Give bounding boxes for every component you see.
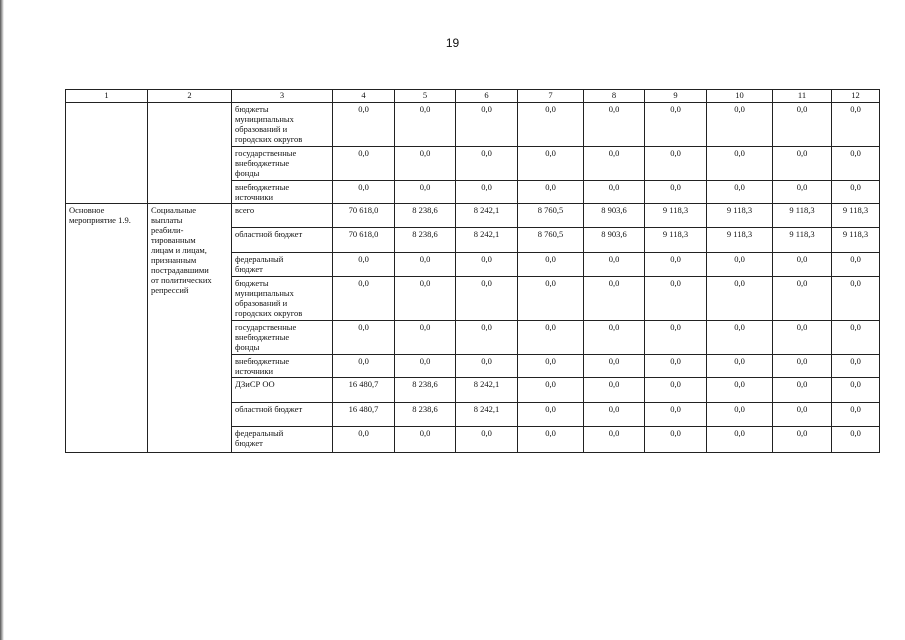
amount-cell: 0,0: [707, 277, 773, 321]
amount-cell: 0,0: [456, 181, 518, 204]
amount-cell: 0,0: [395, 147, 456, 181]
amount-cell: 0,0: [645, 103, 707, 147]
amount-cell: 0,0: [333, 147, 395, 181]
amount-cell: 0,0: [832, 147, 880, 181]
column-number-6: 6: [456, 90, 518, 103]
amount-cell: 0,0: [456, 355, 518, 378]
amount-cell: 0,0: [707, 147, 773, 181]
amount-cell: 0,0: [584, 427, 645, 453]
funding-source: бюджеты муниципальных образований и городских округов: [232, 103, 333, 147]
amount-cell: 9 118,3: [832, 228, 880, 253]
amount-cell: 0,0: [333, 355, 395, 378]
amount-cell: 0,0: [584, 103, 645, 147]
amount-cell: 0,0: [832, 103, 880, 147]
amount-cell: 8 242,1: [456, 403, 518, 427]
amount-cell: 9 118,3: [707, 228, 773, 253]
amount-cell: 0,0: [773, 253, 832, 277]
amount-cell: 8 242,1: [456, 228, 518, 253]
amount-cell: 9 118,3: [832, 204, 880, 228]
amount-cell: 0,0: [645, 277, 707, 321]
amount-cell: 9 118,3: [645, 228, 707, 253]
amount-cell: 9 118,3: [707, 204, 773, 228]
amount-cell: 0,0: [832, 355, 880, 378]
funding-source: внебюджетные источники: [232, 181, 333, 204]
amount-cell: 0,0: [773, 403, 832, 427]
amount-cell: 16 480,7: [333, 378, 395, 403]
amount-cell: 8 760,5: [518, 228, 584, 253]
table-header-row: [66, 90, 880, 103]
amount-cell: 0,0: [584, 147, 645, 181]
amount-cell: 0,0: [584, 378, 645, 403]
amount-cell: 0,0: [584, 321, 645, 355]
amount-cell: 8 238,6: [395, 403, 456, 427]
amount-cell: 0,0: [832, 277, 880, 321]
amount-cell: 0,0: [333, 427, 395, 453]
amount-cell: 0,0: [645, 403, 707, 427]
amount-cell: 0,0: [645, 147, 707, 181]
amount-cell: 0,0: [707, 403, 773, 427]
column-number-8: 8: [584, 90, 645, 103]
amount-cell: 0,0: [333, 253, 395, 277]
amount-cell: 0,0: [645, 427, 707, 453]
amount-cell: 0,0: [584, 355, 645, 378]
funding-source: федеральный бюджет: [232, 253, 333, 277]
amount-cell: 0,0: [773, 181, 832, 204]
column-number-2: 2: [148, 90, 232, 103]
amount-cell: 0,0: [773, 321, 832, 355]
amount-cell: 0,0: [395, 321, 456, 355]
amount-cell: 0,0: [518, 277, 584, 321]
amount-cell: 0,0: [832, 403, 880, 427]
column-number-10: 10: [707, 90, 773, 103]
amount-cell: 0,0: [707, 355, 773, 378]
amount-cell: 0,0: [456, 321, 518, 355]
funding-source: областной бюджет: [232, 403, 333, 427]
column-number-1: 1: [66, 90, 148, 103]
amount-cell: 0,0: [456, 103, 518, 147]
amount-cell: 0,0: [333, 277, 395, 321]
amount-cell: 0,0: [518, 378, 584, 403]
column-number-11: 11: [773, 90, 832, 103]
amount-cell: 0,0: [773, 147, 832, 181]
amount-cell: 8 903,6: [584, 204, 645, 228]
funding-source: ДЗиСР ОО: [232, 378, 333, 403]
amount-cell: 0,0: [773, 103, 832, 147]
funding-source: государственные внебюджетные фонды: [232, 321, 333, 355]
amount-cell: 0,0: [832, 253, 880, 277]
amount-cell: 0,0: [395, 277, 456, 321]
amount-cell: 0,0: [645, 378, 707, 403]
amount-cell: 0,0: [333, 321, 395, 355]
amount-cell: 8 238,6: [395, 378, 456, 403]
funding-source: всего: [232, 204, 333, 228]
amount-cell: 70 618,0: [333, 204, 395, 228]
amount-cell: 8 238,6: [395, 228, 456, 253]
event-name-cell-empty: [66, 103, 148, 204]
amount-cell: 0,0: [456, 277, 518, 321]
scan-edge-shadow: [0, 0, 4, 640]
amount-cell: 0,0: [645, 253, 707, 277]
amount-cell: 0,0: [456, 253, 518, 277]
amount-cell: 8 903,6: [584, 228, 645, 253]
amount-cell: 0,0: [832, 321, 880, 355]
amount-cell: 0,0: [518, 321, 584, 355]
amount-cell: 0,0: [707, 321, 773, 355]
amount-cell: 0,0: [707, 427, 773, 453]
amount-cell: 9 118,3: [645, 204, 707, 228]
amount-cell: 0,0: [645, 181, 707, 204]
budget-table: [65, 89, 880, 453]
amount-cell: 0,0: [707, 181, 773, 204]
funding-source: федеральный бюджет: [232, 427, 333, 453]
amount-cell: 0,0: [456, 147, 518, 181]
table-row: [66, 103, 880, 147]
amount-cell: 0,0: [518, 181, 584, 204]
amount-cell: 8 238,6: [395, 204, 456, 228]
amount-cell: 0,0: [832, 181, 880, 204]
amount-cell: 0,0: [518, 103, 584, 147]
amount-cell: 0,0: [518, 147, 584, 181]
event-description-cell-empty: [148, 103, 232, 204]
funding-source: бюджеты муниципальных образований и городских округов: [232, 277, 333, 321]
amount-cell: 0,0: [584, 181, 645, 204]
amount-cell: 0,0: [584, 253, 645, 277]
amount-cell: 0,0: [645, 355, 707, 378]
amount-cell: 0,0: [333, 103, 395, 147]
amount-cell: 0,0: [518, 253, 584, 277]
column-number-4: 4: [333, 90, 395, 103]
table-row: [66, 204, 880, 228]
column-number-9: 9: [645, 90, 707, 103]
amount-cell: 9 118,3: [773, 204, 832, 228]
column-number-12: 12: [832, 90, 880, 103]
amount-cell: 8 242,1: [456, 378, 518, 403]
amount-cell: 0,0: [395, 253, 456, 277]
amount-cell: 0,0: [707, 253, 773, 277]
amount-cell: 0,0: [773, 427, 832, 453]
funding-source: внебюджетные источники: [232, 355, 333, 378]
amount-cell: 70 618,0: [333, 228, 395, 253]
column-number-3: 3: [232, 90, 333, 103]
amount-cell: 0,0: [584, 277, 645, 321]
amount-cell: 8 760,5: [518, 204, 584, 228]
column-number-7: 7: [518, 90, 584, 103]
amount-cell: 0,0: [773, 378, 832, 403]
funding-source: государственные внебюджетные фонды: [232, 147, 333, 181]
amount-cell: 0,0: [395, 427, 456, 453]
amount-cell: 9 118,3: [773, 228, 832, 253]
amount-cell: 0,0: [645, 321, 707, 355]
amount-cell: 0,0: [518, 355, 584, 378]
amount-cell: 0,0: [395, 355, 456, 378]
amount-cell: 0,0: [832, 378, 880, 403]
amount-cell: 0,0: [333, 181, 395, 204]
amount-cell: 0,0: [773, 355, 832, 378]
amount-cell: 0,0: [395, 103, 456, 147]
amount-cell: 16 480,7: [333, 403, 395, 427]
amount-cell: 0,0: [395, 181, 456, 204]
amount-cell: 0,0: [518, 403, 584, 427]
amount-cell: 0,0: [832, 427, 880, 453]
amount-cell: 0,0: [707, 103, 773, 147]
amount-cell: 0,0: [518, 427, 584, 453]
event-name: Основное мероприятие 1.9.: [66, 204, 148, 453]
amount-cell: 0,0: [456, 427, 518, 453]
funding-source: областной бюджет: [232, 228, 333, 253]
event-description: Социальные выплаты реабили- тированным лицам и лицам, признанным пострадавшими от политических репрессий: [148, 204, 232, 453]
amount-cell: 0,0: [773, 277, 832, 321]
amount-cell: 0,0: [584, 403, 645, 427]
column-number-5: 5: [395, 90, 456, 103]
amount-cell: 8 242,1: [456, 204, 518, 228]
amount-cell: 0,0: [707, 378, 773, 403]
page-number: 19: [445, 36, 460, 50]
